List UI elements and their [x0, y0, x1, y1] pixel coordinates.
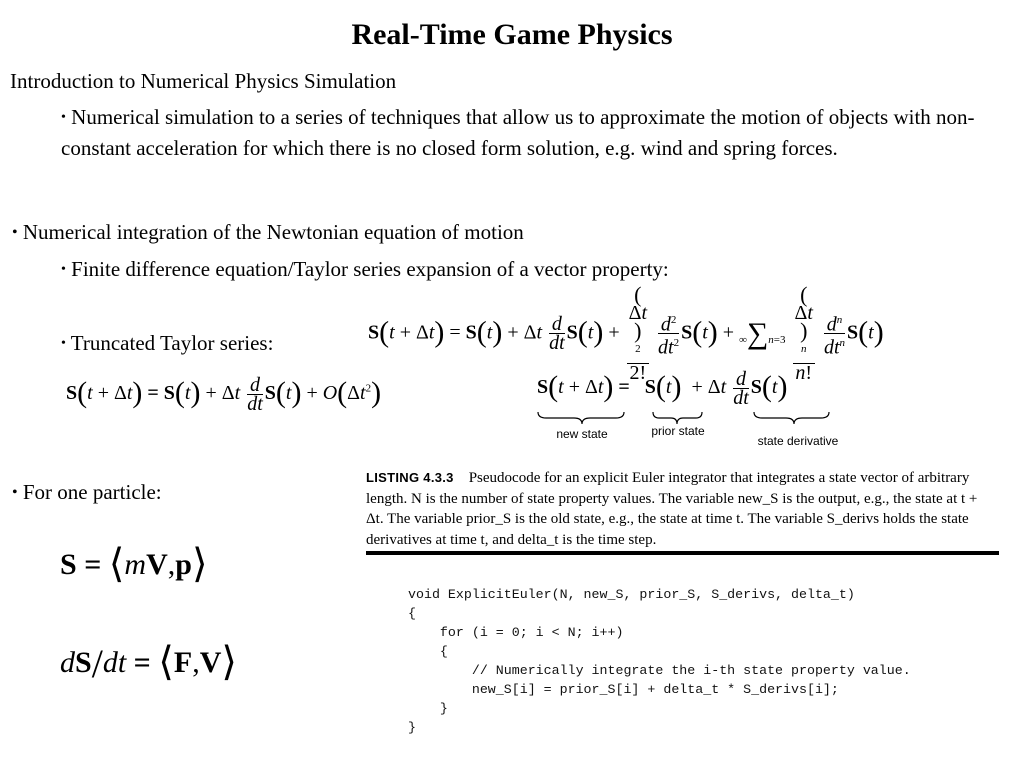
bullet-finite-difference-text: Finite difference equation/Taylor series expansion of a vector property: — [71, 257, 669, 281]
listing-caption — [366, 468, 996, 550]
euler-state-equation: S(t + Δt) = S(t) + Δt $\frac{d}{dt}$ S(t) — [537, 368, 788, 409]
new-state-label: new state — [556, 427, 608, 441]
state-derivative-label: state derivative — [757, 434, 839, 448]
page-title: Real-Time Game Physics — [351, 18, 673, 51]
bullet-one-particle-text: For one particle: — [22, 480, 162, 504]
particle-state-equation: S = ⟨mV,p⟩ — [60, 541, 208, 586]
bullet-numerical-integration-text: Numerical integration of the Newtonian equation of motion — [22, 220, 524, 244]
listing-code-block — [408, 585, 911, 737]
bullet-truncated-taylor-text: Truncated Taylor series: — [70, 331, 274, 355]
bullet-dot-icon: • — [61, 110, 66, 125]
intro-heading: Introduction to Numerical Physics Simulation — [10, 69, 397, 93]
bullet-numerical-simulation — [61, 102, 1011, 164]
taylor-expansion-equation: S(t + Δt) = S(t) + Δt $\frac{d}{dt}$ S(t) + ( Δt ) $^2$ 2! $\frac{d^2}{dt^2}$ S(t) + ∞∑n=3 ( Δt ) $^n$ n! $\frac{d^n}{dt^n}$ S(t) — [368, 282, 884, 384]
bullet-finite-difference — [61, 254, 669, 285]
listing-divider — [366, 551, 999, 555]
listing-caption-text: Pseudocode for an explicit Euler integrator that integrates a state vector of arbitrary length. N is the number of state property values. The variable new_S is the output, e.g., the state at t + Δt. The variable prior_S is the old state, e.g., the state at time t. The variable S_derivs holds the state derivatives at time t, and delta_t is the time step. — [366, 470, 978, 548]
listing-code: void ExplicitEuler(N, new_S, prior_S, S_derivs, delta_t) { for (i = 0; i < N; i++) { // Numerically integrate the i-th state property value. new_S[i] = prior_S[i] + delta_t * S_derivs[i]; } } — [408, 587, 911, 735]
bullet-dot-icon: • — [12, 224, 18, 241]
bullet-truncated-taylor — [61, 328, 273, 359]
bullet-numerical-simulation-text: Numerical simulation to a series of techniques that allow us to approximate the motion of objects with non-constant acceleration for which there is no closed form solution, e.g. wind and spring forces. — [61, 105, 975, 160]
truncated-taylor-equation: S(t + Δt) = S(t) + Δt $\frac{d}{dt}$ $S(t) + O(\Delta t^2)$ — [66, 374, 382, 415]
bullet-numerical-integration — [12, 217, 524, 248]
bullet-dot-icon: • — [61, 262, 66, 277]
listing-label: LISTING 4.3.3 — [366, 470, 454, 485]
bullet-one-particle — [12, 477, 162, 508]
prior-state-label: prior state — [651, 424, 705, 438]
particle-derivative-equation: dS/dt = ⟨F,V⟩ — [60, 639, 237, 686]
bullet-dot-icon: • — [12, 484, 18, 501]
bullet-dot-icon: • — [61, 336, 66, 351]
